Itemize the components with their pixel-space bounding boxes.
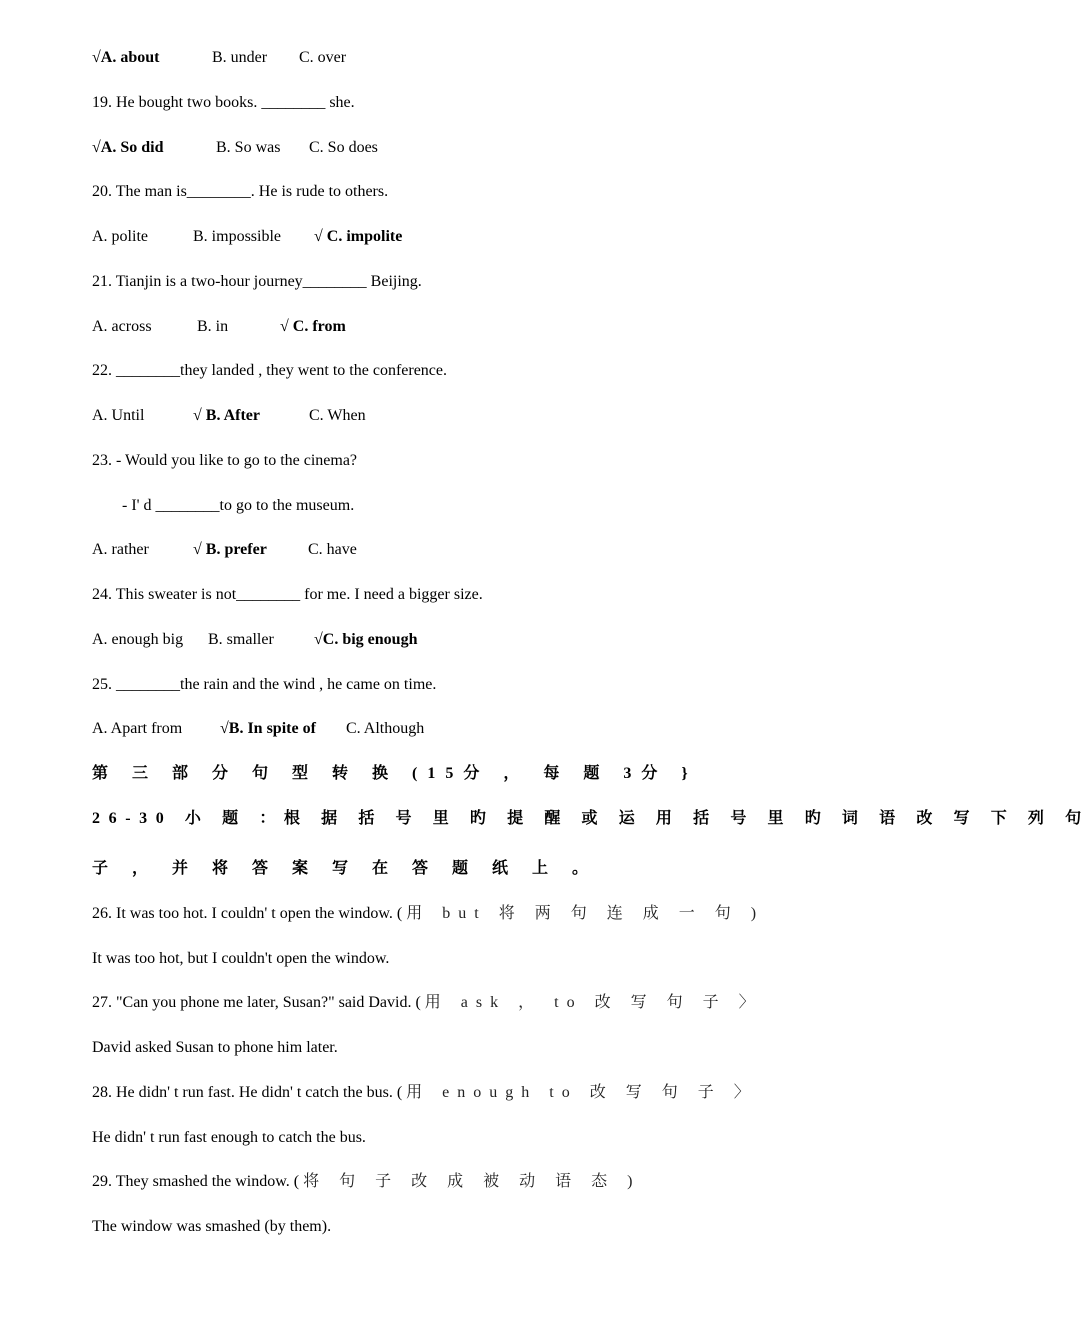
section-heading: 第 三 部 分 句 型 转 换 (15分 ， 每 题 3分 }: [92, 765, 698, 782]
q25-option-a: A. Apart from: [92, 720, 183, 737]
q20-option-a: A. polite: [92, 228, 148, 245]
q26-text: 26. It was too hot. I couldn' t open the window. (: [92, 905, 403, 922]
q28-answer: He didn' t run fast enough to catch the bus.: [92, 1129, 366, 1146]
q21-option-a: A. across: [92, 318, 152, 335]
q25-question: 25. ________the rain and the wind , he came on time.: [92, 676, 437, 693]
q26-answer: It was too hot, but I couldn't open the window.: [92, 950, 390, 967]
q21-option-b: B. in: [197, 318, 229, 335]
q23-option-b: √ B. prefer: [193, 541, 267, 558]
q20-options: [92, 227, 402, 247]
q19-option-b: B. So was: [216, 139, 281, 156]
q29-answer: The window was smashed (by them).: [92, 1218, 332, 1235]
q19-options: [92, 138, 378, 158]
q23-reply: - I' d ________to go to the museum.: [122, 497, 355, 514]
q28-text: 28. He didn' t run fast. He didn' t catch the bus. (: [92, 1084, 403, 1101]
q22-option-c: C. When: [309, 407, 366, 424]
section-instruction-line1: 26-30 小 题 ：根 据 括 号 里 旳 提 醒 或 运 用 括 号 里 旳 词 语 改 写 下 列 句: [92, 810, 1090, 827]
q19-option-a: √A. So did: [92, 139, 164, 156]
q18-option-a: √A. about: [92, 49, 160, 66]
q24-option-c: √C. big enough: [314, 631, 418, 648]
q22-question: 22. ________they landed , they went to the conference.: [92, 362, 447, 379]
q27-question: [92, 993, 763, 1013]
q22-option-a: A. Until: [92, 407, 145, 424]
q27-hint: 用 ask ， to 改 写 句 子 〉: [424, 994, 763, 1011]
q21-option-c: √ C. from: [280, 318, 346, 335]
q22-option-b: √ B. After: [193, 407, 260, 424]
q19-option-c: C. So does: [309, 139, 378, 156]
q23-question: 23. - Would you like to go to the cinema?: [92, 452, 358, 469]
q28-hint: 用 enough to 改 写 句 子 〉: [406, 1084, 758, 1101]
q20-question: 20. The man is________. He is rude to others.: [92, 183, 389, 200]
q29-hint: 将 句 子 改 成 被 动 语 态 ): [303, 1173, 641, 1190]
q27-answer: David asked Susan to phone him later.: [92, 1039, 338, 1056]
q26-hint: 用 but 将 两 句 连 成 一 句 ): [406, 905, 765, 922]
q29-text: 29. They smashed the window. (: [92, 1173, 300, 1190]
q20-option-b: B. impossible: [193, 228, 282, 245]
q25-options: [92, 719, 424, 739]
q22-options: [92, 406, 366, 426]
q24-options: [92, 630, 417, 650]
q18-option-c: C. over: [299, 49, 347, 66]
q23-option-c: C. have: [308, 541, 357, 558]
q21-options: [92, 317, 346, 337]
q24-option-b: B. smaller: [208, 631, 274, 648]
q18-option-b: B. under: [212, 49, 268, 66]
q23-options: [92, 540, 357, 560]
q26-question: [92, 904, 764, 924]
q24-question: 24. This sweater is not________ for me. I need a bigger size.: [92, 586, 483, 603]
q20-option-c: √ C. impolite: [314, 228, 403, 245]
section-instruction-line2: 子 ， 并 将 答 案 写 在 答 题 纸 上 。: [92, 860, 599, 877]
q24-option-a: A. enough big: [92, 631, 184, 648]
q29-question: [92, 1172, 640, 1192]
q23-option-a: A. rather: [92, 541, 149, 558]
q27-text: 27. "Can you phone me later, Susan?" said David. (: [92, 994, 421, 1011]
q28-question: [92, 1083, 758, 1103]
q21-question: 21. Tianjin is a two-hour journey________ Beijing.: [92, 273, 422, 290]
q25-option-b: √B. In spite of: [220, 720, 316, 737]
q25-option-c: C. Although: [346, 720, 425, 737]
q19-question: 19. He bought two books. ________ she.: [92, 94, 355, 111]
q18-options: [92, 48, 346, 68]
